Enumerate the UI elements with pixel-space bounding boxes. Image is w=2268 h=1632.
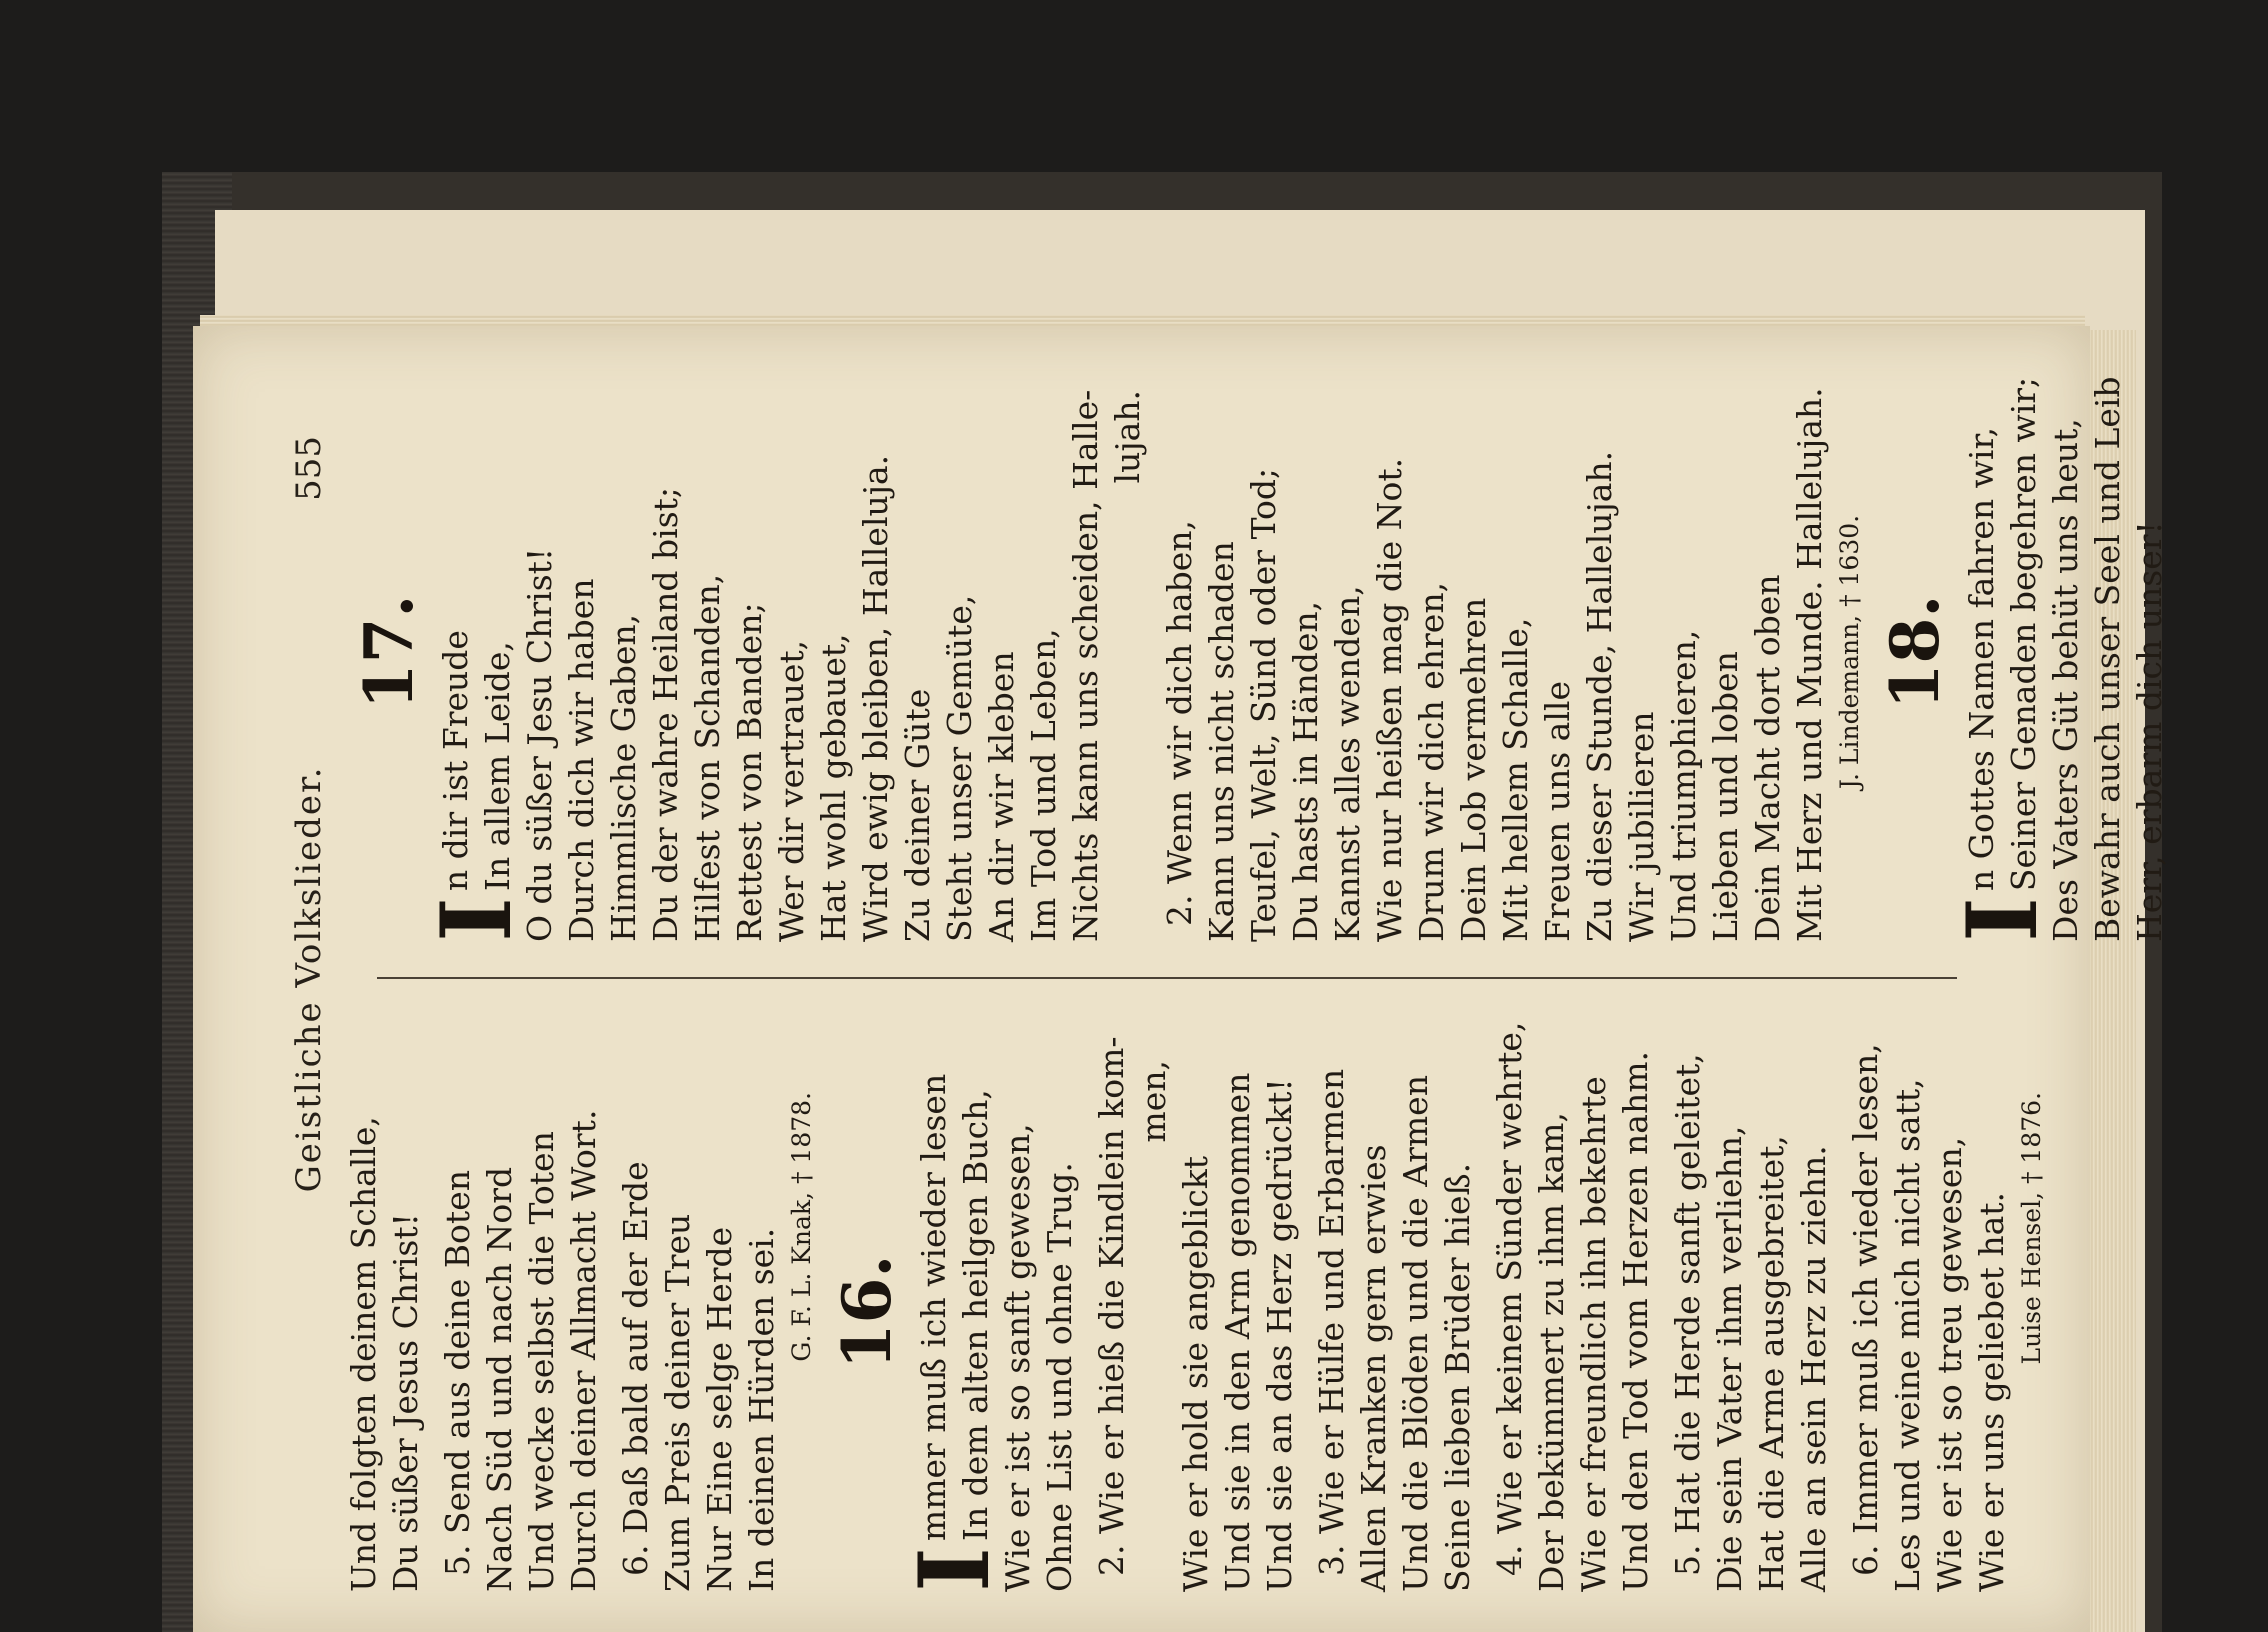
text-line: Himmlische Gaben,	[604, 613, 643, 942]
text-line: Durch deiner Allmacht Wort.	[564, 1109, 603, 1592]
text-line: 6. Daß bald auf der Erde	[616, 1161, 655, 1576]
text-line: Lieben und loben	[1706, 651, 1745, 942]
text-line: In allem Leide,	[478, 641, 517, 892]
text-line: Les und weine mich nicht satt,	[1888, 1078, 1927, 1592]
text-line: n dir ist Freude	[436, 630, 475, 892]
text-line: Ohne List und ohne Trug.	[1040, 1162, 1079, 1592]
text-line: Wie er uns geliebet hat.	[1972, 1191, 2011, 1592]
rotated-page-content	[193, 326, 2169, 1632]
text-line: An dir wir kleben	[982, 651, 1021, 942]
text-line: Und wecke selbst die Toten	[522, 1131, 561, 1592]
text-line: 2. Wenn wir dich haben,	[1160, 519, 1199, 926]
drop-cap: I	[898, 1547, 1011, 1592]
text-line: Herr, erbarm dich unser!	[2130, 521, 2169, 942]
text-line: Nach Süd und nach Nord	[480, 1166, 519, 1592]
drop-cap: I	[420, 897, 533, 942]
text-line: Und triumphieren,	[1664, 629, 1703, 942]
text-line: Wie nur heißen mag die Not.	[1370, 457, 1409, 942]
text-line: 3. Wie er Hülfe und Erbarmen	[1312, 1068, 1351, 1576]
text-line: n Gottes Namen fahren wir,	[1962, 426, 2001, 892]
text-line: Der bekümmert zu ihm kam,	[1532, 1112, 1571, 1592]
text-line: Teufel, Welt, Sünd oder Tod;	[1244, 467, 1283, 942]
attribution: J. Lindemann, † 1630.	[1835, 514, 1864, 790]
text-line: Du süßer Jesus Christ!	[386, 1213, 425, 1592]
text-line: Hat die Arme ausgebreitet,	[1752, 1135, 1791, 1592]
text-line: Kann uns nicht schaden	[1202, 541, 1241, 942]
hymn-number: 16.	[828, 1254, 906, 1370]
text-line: 2. Wie er hieß die Kindlein kom-	[1092, 1036, 1131, 1576]
text-line: Dein Macht dort oben	[1748, 574, 1787, 942]
text-line: Wir jubilieren	[1622, 711, 1661, 942]
text-line: Zu deiner Güte	[898, 688, 937, 942]
attribution: G. F. L. Knak, † 1878.	[787, 1092, 816, 1362]
text-line: Wie er ist so sanft gewesen,	[998, 1123, 1037, 1592]
text-line: Rettest von Banden;	[730, 602, 769, 942]
text-line: men,	[1134, 1060, 1173, 1143]
text-line: Allen Kranken gern erwies	[1354, 1144, 1393, 1592]
verse	[420, 362, 533, 942]
text-line: Alle an sein Herz zu ziehn.	[1794, 1145, 1833, 1592]
text-line: Zu dieser Stunde, Hallelujah.	[1580, 450, 1619, 942]
text-line: Bewahr auch unser Seel und Leib	[2088, 376, 2127, 942]
column-divider	[377, 977, 1957, 979]
drop-cap: I	[1946, 897, 2059, 942]
text-line: lujah.	[1108, 390, 1147, 484]
text-line: Drum wir dich ehren,	[1412, 581, 1451, 942]
text-line: Und sie an das Herz gedrückt!	[1260, 1078, 1299, 1592]
text-line: Im Tod und Leben,	[1024, 628, 1063, 942]
text-line: Wie er hold sie angeblickt	[1176, 1155, 1215, 1592]
text-line: Seine lieben Brüder hieß.	[1438, 1162, 1477, 1592]
text-line: Wird ewig bleiben, Halleluja.	[856, 454, 895, 942]
text-line: O du süßer Jesu Christ!	[520, 547, 559, 942]
text-line: Und den Tod vom Herzen nahm.	[1616, 1050, 1655, 1592]
text-line: Dein Lob vermehren	[1454, 597, 1493, 942]
text-line: Nur Eine selge Herde	[700, 1226, 739, 1592]
text-line: Und folgten deinem Schalle,	[344, 1116, 383, 1592]
text-line: In deinen Hürden sei.	[742, 1227, 781, 1592]
verse	[1946, 362, 2059, 942]
text-line: In dem alten heilgen Buch,	[956, 1089, 995, 1542]
text-line: Und sie in den Arm genommen	[1218, 1072, 1257, 1592]
text-line: 4. Wie er keinem Sünder wehrte,	[1490, 1021, 1529, 1576]
text-line: Durch dich wir haben	[562, 578, 601, 942]
text-line: Zum Preis deiner Treu	[658, 1213, 697, 1592]
left-column	[343, 1021, 2051, 1592]
text-line: Mit Herz und Munde. Hallelujah.	[1790, 387, 1829, 942]
text-line: Seiner Genaden begehren wir;	[2004, 376, 2043, 892]
text-line: 6. Immer muß ich wieder lesen,	[1846, 1043, 1885, 1576]
text-line: Und die Blöden und die Armen	[1396, 1075, 1435, 1592]
text-line: Freuen uns alle	[1538, 681, 1577, 942]
text-line: Steht unser Gemüte,	[940, 594, 979, 942]
text-line: Kannst alles wenden,	[1328, 585, 1367, 942]
verse	[898, 1032, 1011, 1592]
text-line: Du hasts in Händen,	[1286, 600, 1325, 942]
running-head: Geistliche Volkslieder.	[289, 765, 329, 1193]
right-column	[343, 362, 2171, 942]
hymn-number: 17.	[350, 594, 428, 710]
text-line: Die sein Vater ihm verliehn,	[1710, 1125, 1749, 1592]
text-line: mmer muß ich wieder lesen	[914, 1073, 953, 1542]
text-line: Hat wohl gebauet,	[814, 633, 853, 942]
text-line: Nichts kann uns scheiden, Halle-	[1066, 389, 1105, 942]
text-line: Des Vaters Güt behüt uns heut,	[2046, 418, 2085, 942]
text-line: 5. Send aus deine Boten	[438, 1170, 477, 1576]
text-line: Hilfest von Schanden,	[688, 573, 727, 942]
text-line: 5. Hat die Herde sanft geleitet,	[1668, 1053, 1707, 1576]
hymn-number: 18.	[1876, 594, 1954, 710]
text-line: Wer dir vertrauet,	[772, 639, 811, 942]
text-line: Wie er freundlich ihn bekehrte	[1574, 1076, 1613, 1592]
text-line: Wie er ist so treu gewesen,	[1930, 1136, 1969, 1592]
text-line: Mit hellem Schalle,	[1496, 617, 1535, 942]
text-line: Du der wahre Heiland bist;	[646, 486, 685, 942]
page-number: 555	[289, 436, 329, 501]
attribution: Luise Hensel, † 1876.	[2017, 1092, 2046, 1365]
